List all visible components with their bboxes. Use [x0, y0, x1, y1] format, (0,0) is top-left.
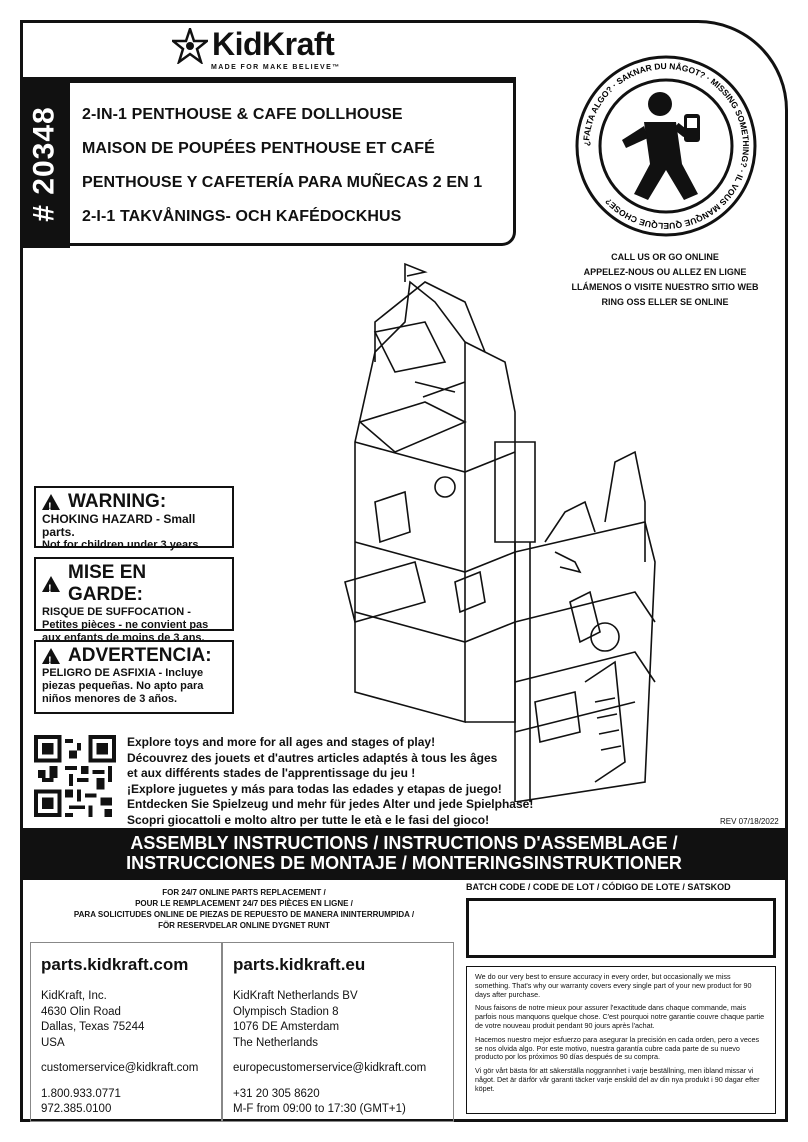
call-online-fr: APPELEZ-NOUS OU ALLEZ EN LIGNE [583, 267, 747, 277]
us-email-link[interactable]: customerservice@kidkraft.com [41, 1062, 199, 1074]
warning-triangle-icon [42, 576, 60, 592]
warning-es: ! ADVERTENCIA: PELIGRO DE ASFIXIA - Incluye piezas pequeñas. No apto para niños menores de 3 años. [34, 640, 234, 714]
eu-parts-link[interactable]: parts.kidkraft.eu [233, 955, 366, 974]
dollhouse-illustration [315, 262, 675, 802]
warranty-fine-print: We do our very best to ensure accuracy in every order, but occasionally we miss something. That's why our warranty covers every single part of your new product for 90 days after purchase. Nous faisons de notre mieux pour assurer l'exactitude dans chaque commande, mais parfois nous manquons quelque chose. C'est pourquoi notre garantie couvre chaque partie de votre nouveau produit pendant 90 jours après l'achat. Hacemos nuestro mejor esfuerzo para asegurar la precisión en cada orden, pero a veces se nos olvida algo. Por este motivo, nuestra garantía cubre cada parte de su nuevo producto por los próximos 90 días después de su compra. Vi gör vårt bästa för att säkerställa noggrannhet i varje beställning, men ibland missar vi något. Det är därför vår garanti täcker varje enskild del av din nya produkt i 90 dagar efter köpet. [466, 966, 776, 1114]
title-fr: MAISON DE POUPÉES PENTHOUSE ET CAFÉ [82, 140, 435, 157]
parts-replacement-header: FOR 24/7 ONLINE PARTS REPLACEMENT / POUR LE REMPLACEMENT 24/7 DES PIÈCES EN LIGNE / PARA SOLICITUDES ONLINE DE PIEZAS DE REPUESTO DE MANERA ININTERRUMPIDA / FÖR RESERVDELAR ONLINE DYGNET RUNT [73, 888, 415, 930]
call-online-es: LLÁMENOS O VISITE NUESTRO SITIO WEB [571, 282, 759, 292]
eu-contact-panel: parts.kidkraft.eu KidKraft Netherlands BV Olympisch Stadion 8 1076 DE Amsterdam The Netherlands europecustomerservice@kidkraft.com +31 20 305 8620 M-F from 09:00 to 17:30 (GMT+1) [222, 942, 454, 1122]
batch-code-label: BATCH CODE / CODE DE LOT / CÓDIGO DE LOTE / SATSKOD [466, 882, 731, 892]
warning-triangle-icon [42, 494, 60, 510]
missing-something-badge [574, 54, 758, 238]
title-es: PENTHOUSE Y CAFETERÍA PARA MUÑECAS 2 EN 1 [82, 174, 483, 191]
title-sv: 2-I-1 TAKVÅNINGS- OCH KAFÉDOCKHUS [82, 208, 402, 225]
us-parts-link[interactable]: parts.kidkraft.com [41, 955, 189, 974]
brand-tagline: MADE FOR MAKE BELIEVE™ [211, 64, 341, 71]
explore-text: Explore toys and more for all ages and stages of play! Découvrez des jouets et d'autres articles adaptés à tous les âges et aux différents stades de l'apprentissage du jeu ! ¡Explore juguetes y más para todas las edades y etapas de juego! Entdecken Sie Spielzeug und mehr für jedes Alter und jede Spielphase! Scopri giocattoli e molto altro per tutte le età e le fasi del gioco! [127, 735, 534, 827]
kidkraft-star-logo-icon [172, 28, 208, 64]
person-phone-icon [622, 92, 700, 200]
warning-en: ! WARNING: CHOKING HAZARD - Small parts. Not for children under 3 years. [34, 486, 234, 548]
revision-date: REV 07/18/2022 [720, 817, 779, 826]
us-contact-panel: parts.kidkraft.com KidKraft, Inc. 4630 Olin Road Dallas, Texas 75244 USA customerservice@kidkraft.com 1.800.933.0771 972.385.0100 [30, 942, 222, 1122]
assembly-instructions-banner: ASSEMBLY INSTRUCTIONS / INSTRUCTIONS D'ASSEMBLAGE / INSTRUCCIONES DE MONTAJE / MONTERINGSINSTRUKTIONER [20, 828, 788, 880]
call-online-sv: RING OSS ELLER SE ONLINE [601, 297, 729, 307]
warning-fr: ! MISE EN GARDE: RISQUE DE SUFFOCATION - Petites pièces - ne convient pas aux enfants de moins de 3 ans. [34, 557, 234, 631]
call-online-en: CALL US OR GO ONLINE [611, 252, 719, 262]
sku-label: # 20348 [20, 80, 70, 248]
qr-code[interactable] [34, 735, 116, 817]
eu-email-link[interactable]: europecustomerservice@kidkraft.com [233, 1062, 427, 1074]
title-en: 2-IN-1 PENTHOUSE & CAFE DOLLHOUSE [82, 106, 403, 123]
brand-name: KidKraft [212, 26, 335, 62]
warning-triangle-icon [42, 648, 60, 664]
batch-code-box [466, 898, 776, 958]
badge-ring-text: ¿FALTA ALGO? · SAKNAR DU NÅGOT? · MISSING SOMETHING? · IL VOUS MANQUE QUELQUE CHOSE? [580, 60, 752, 232]
